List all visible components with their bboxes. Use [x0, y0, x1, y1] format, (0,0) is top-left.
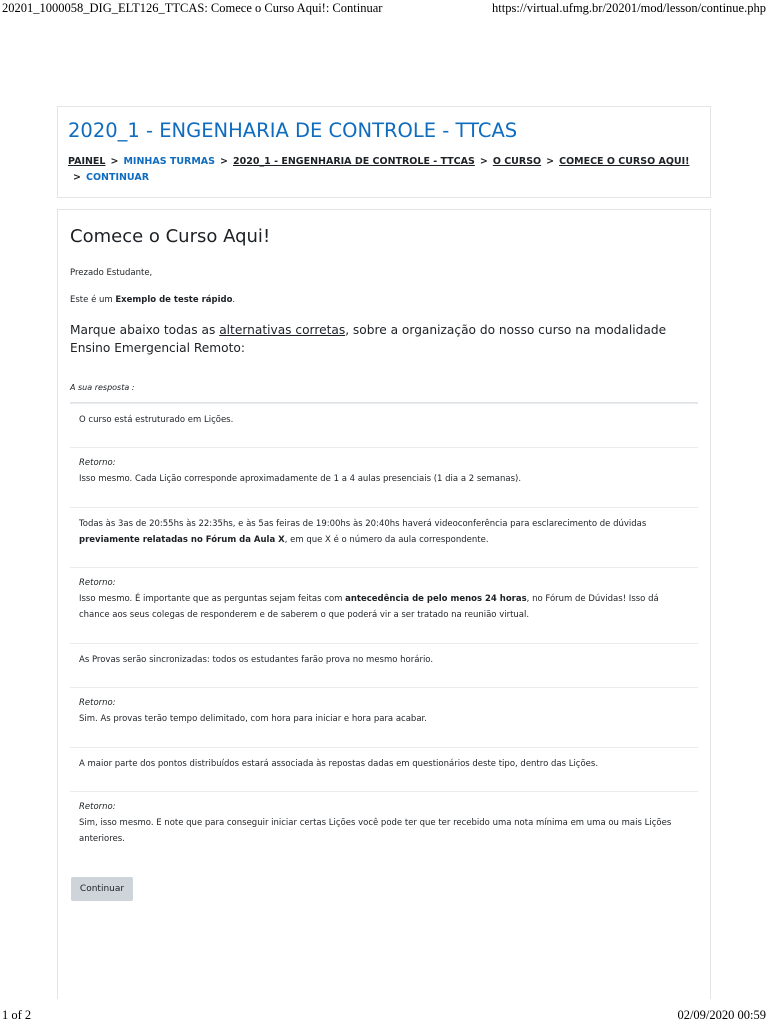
print-page-url: https://virtual.ufmg.br/20201/mod/lesson/continue.php: [492, 1, 766, 15]
answer-text: A maior parte dos pontos distribuídos estará associada às repostas dadas em questionários deste tipo, dentro das Lições.: [79, 759, 599, 769]
page-title: Comece o Curso Aqui!: [70, 226, 271, 247]
feedback-block: [79, 695, 691, 727]
feedback-text: Sim, isso mesmo. E note que para conseguir iniciar certas Lições você pode ter que ter recebido uma nota mínima em uma ou mais Lições anteriores.: [79, 818, 672, 844]
feedback-text: Isso mesmo. Cada Lição corresponde aproximadamente de 1 a 4 aulas presenciais (1 dia a 2 semanas).: [79, 474, 522, 484]
breadcrumb-separator: >: [110, 156, 119, 167]
print-header: [0, 0, 768, 18]
breadcrumb-painel[interactable]: PAINEL: [68, 156, 106, 167]
feedback-text-prefix: Isso mesmo. É importante que as perguntas sejam feitas com: [79, 594, 346, 604]
breadcrumb-minhas-turmas[interactable]: MINHAS TURMAS: [123, 156, 216, 167]
answer-row: [70, 747, 698, 791]
print-page-title: 20201_1000058_DIG_ELT126_TTCAS: Comece o Curso Aqui!: Continuar: [2, 1, 383, 15]
feedback-block: [79, 455, 691, 487]
breadcrumb-separator: >: [220, 156, 228, 167]
question-suffix: , sobre a organização do nosso curso na modalidade Ensino Emergencial Remoto:: [70, 323, 667, 355]
feedback-label: Retorno:: [79, 578, 116, 588]
intro-bold: Exemplo de teste rápido: [115, 295, 233, 305]
answer-text-prefix: Todas às 3as de 20:55hs às 22:35hs, e às 5as feiras de 19:00hs às 20:40hs haverá videoconferência para esclarecimento de dúvidas: [79, 519, 647, 529]
continue-button[interactable]: Continuar: [71, 877, 133, 901]
question-underlined: alternativas corretas: [219, 323, 346, 337]
feedback-text-bold: antecedência de pelo menos 24 horas: [345, 594, 527, 604]
question-text: [70, 321, 690, 357]
breadcrumb-separator: >: [546, 156, 555, 167]
answer-row: [70, 507, 698, 567]
feedback-label: Retorno:: [79, 458, 116, 468]
answer-text: [79, 516, 691, 548]
answer-row: [70, 643, 698, 687]
intro-prefix: Este é um: [70, 295, 116, 305]
feedback-text: Sim. As provas terão tempo delimitado, com hora para iniciar e hora para acabar.: [79, 714, 427, 724]
feedback-label: Retorno:: [79, 802, 116, 812]
breadcrumb-separator: >: [73, 172, 81, 183]
print-page-count: 1 of 2: [2, 1008, 32, 1022]
breadcrumb-o-curso[interactable]: O CURSO: [492, 156, 542, 167]
answer-text: As Provas serão sincronizadas: todos os estudantes farão prova no mesmo horário.: [79, 655, 434, 665]
course-header: [57, 106, 711, 198]
lesson-content: [57, 209, 711, 999]
print-footer: [0, 1008, 768, 1024]
feedback-block: [79, 799, 691, 847]
feedback-row: [70, 791, 698, 861]
answer-label: A sua resposta :: [70, 383, 135, 392]
breadcrumb: [68, 154, 698, 186]
answer-row: [70, 403, 698, 447]
breadcrumb-comece-o-curso[interactable]: COMECE O CURSO AQUI!: [559, 156, 690, 167]
feedback-text-suffix: , no Fórum de Dúvidas! Isso dá chance aos seus colegas de responderem e de saberem o que poderá vir a ser tratado na reunião virtual.: [79, 594, 659, 620]
greeting-text: Prezado Estudante,: [70, 268, 153, 278]
intro-suffix: .: [232, 295, 236, 305]
feedback-row: [70, 447, 698, 507]
breadcrumb-separator: >: [479, 156, 488, 167]
breadcrumb-course[interactable]: 2020_1 - ENGENHARIA DE CONTROLE - TTCAS: [232, 156, 475, 167]
print-timestamp: 02/09/2020 00:59: [677, 1008, 766, 1022]
answer-text-bold: previamente relatadas no Fórum da Aula X: [79, 535, 285, 545]
feedback-label: Retorno:: [79, 698, 116, 708]
feedback-block: [79, 575, 691, 623]
intro-text: [70, 295, 235, 305]
answer-text: O curso está estruturado em Lições.: [79, 415, 234, 425]
answer-text-suffix: , em que X é o número da aula correspondente.: [284, 535, 489, 545]
breadcrumb-continuar[interactable]: CONTINUAR: [85, 172, 150, 183]
question-prefix: Marque abaixo todas as: [70, 323, 220, 337]
course-title[interactable]: 2020_1 - ENGENHARIA DE CONTROLE - TTCAS: [68, 119, 518, 142]
answer-table: [70, 402, 698, 844]
feedback-row: [70, 567, 698, 643]
feedback-row: [70, 687, 698, 747]
